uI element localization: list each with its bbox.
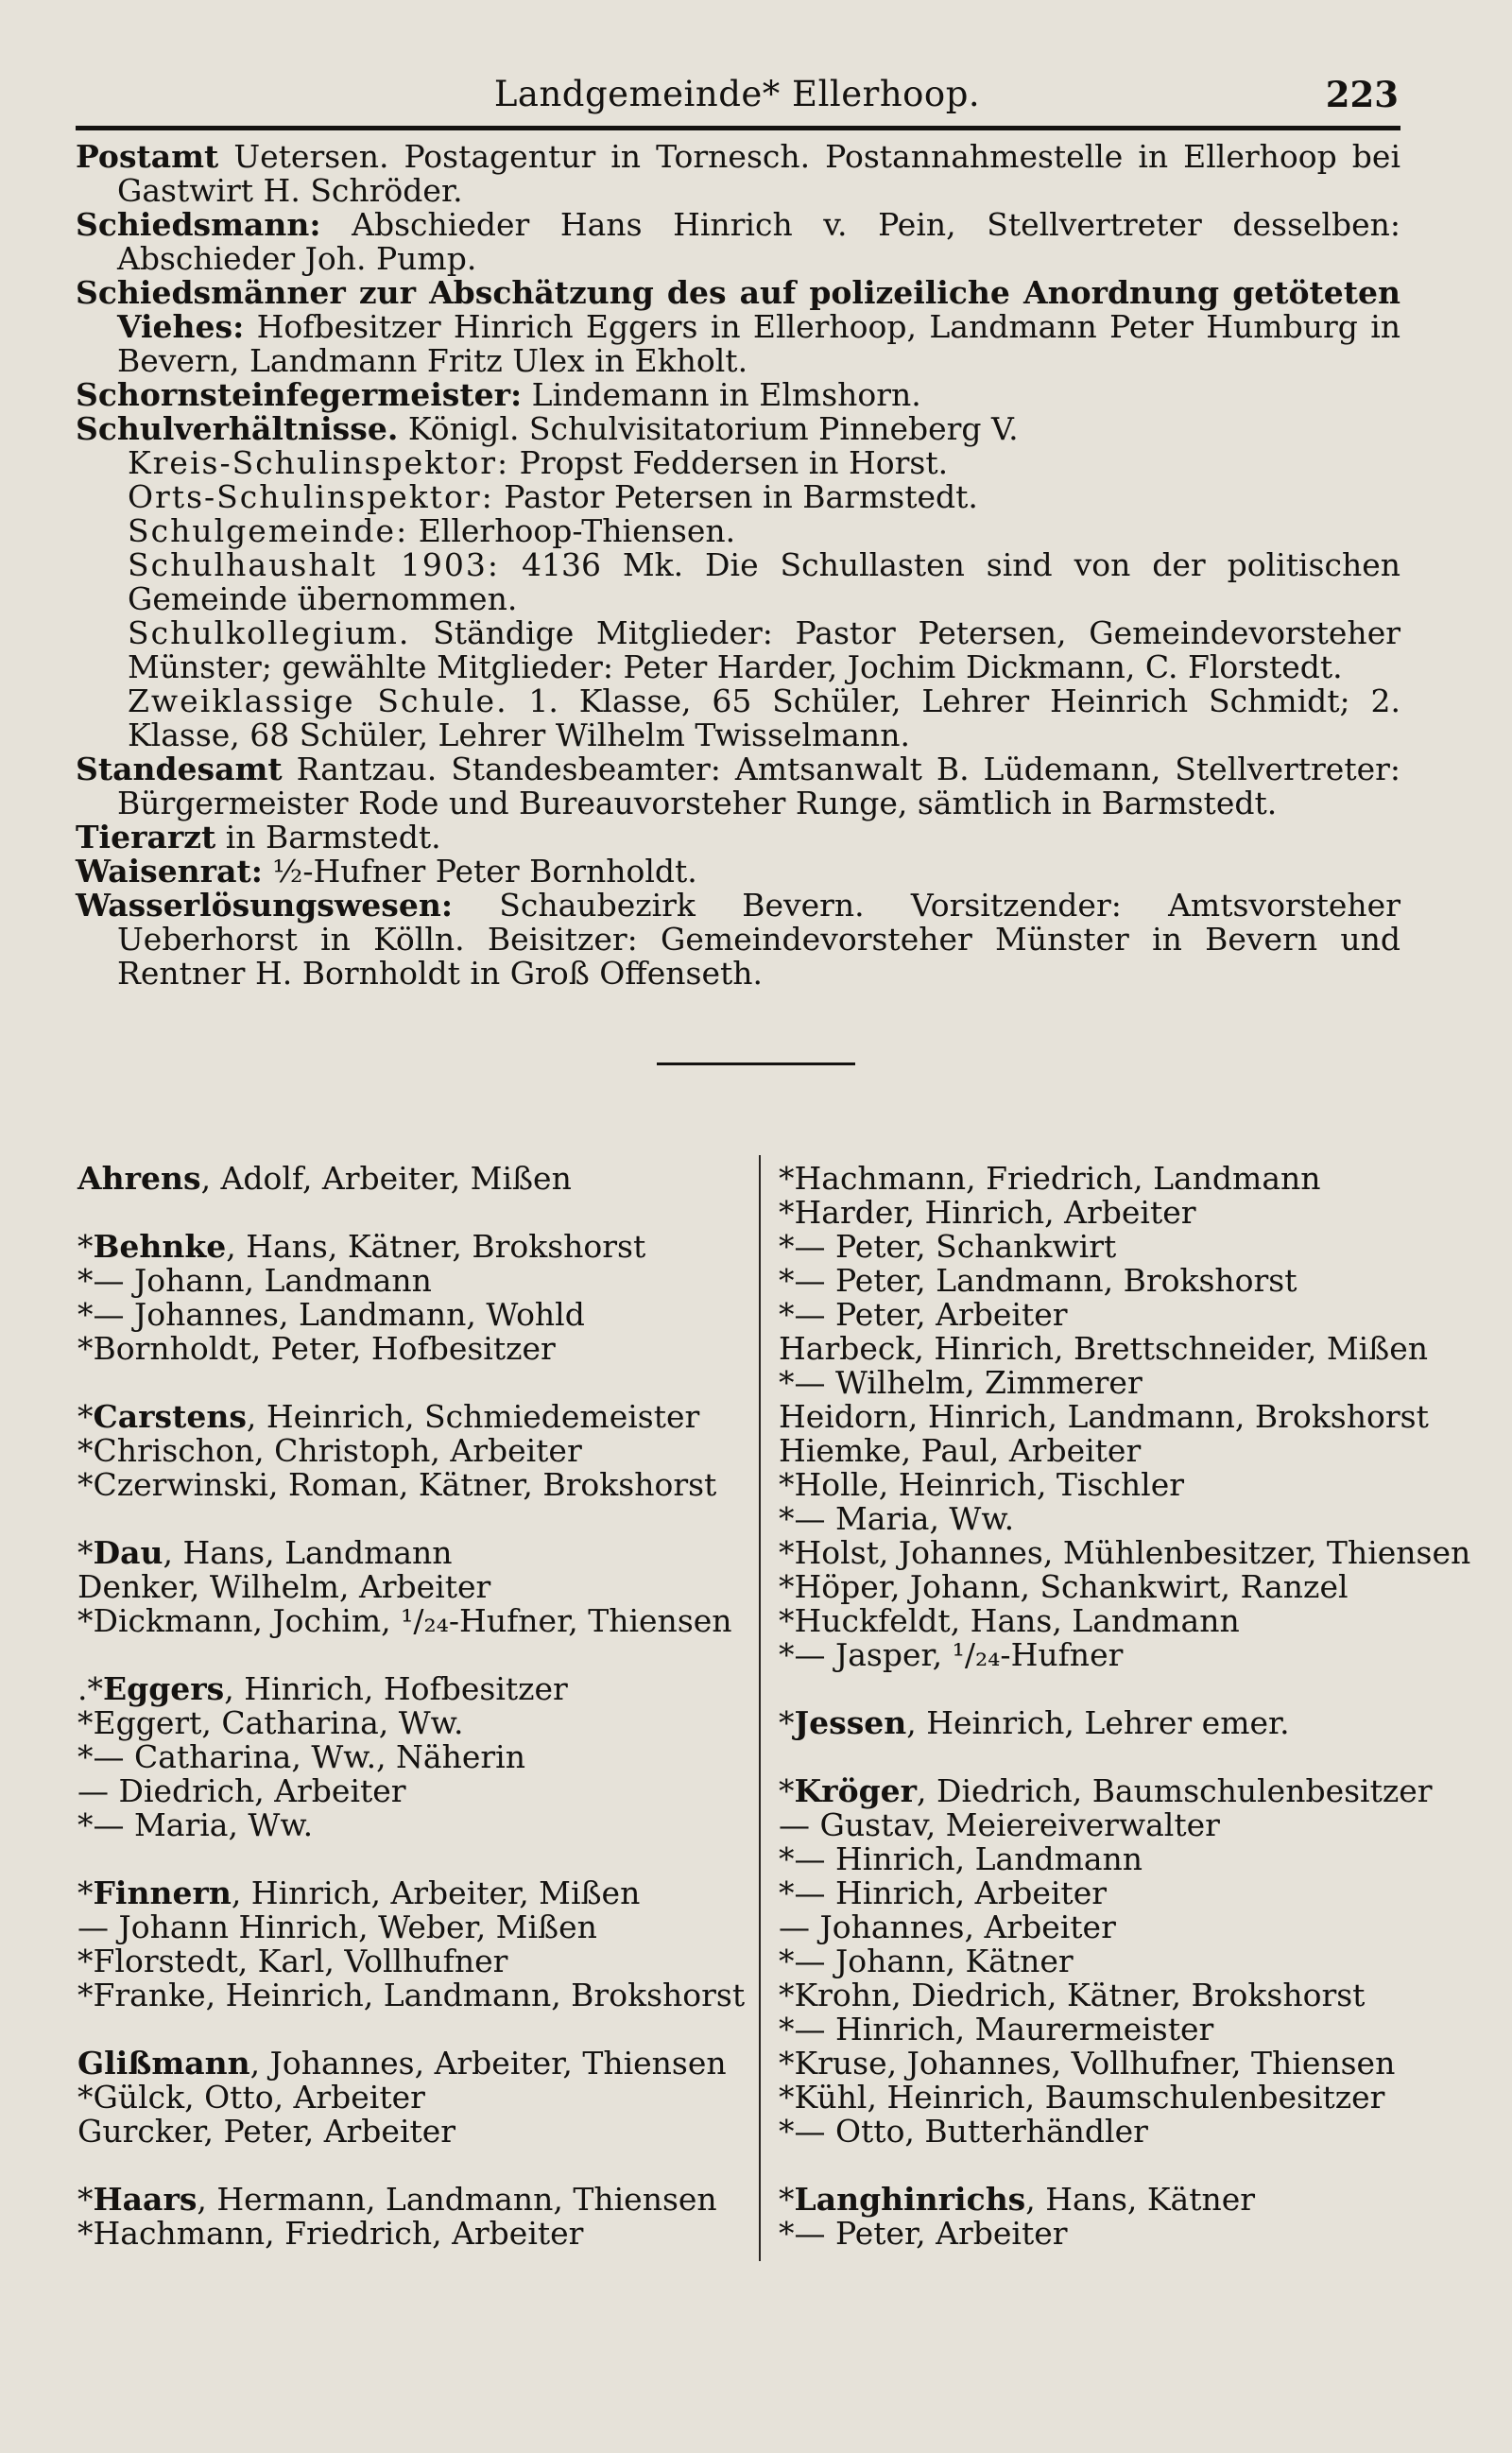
- membership-mark: *: [779, 1364, 795, 1401]
- resident-details: Czerwinski, Roman, Kätner, Brokshorst: [93, 1466, 717, 1503]
- resident-entry: [77, 1332, 739, 1366]
- resident-details: Franke, Heinrich, Landmann, Brokshorst: [93, 1977, 746, 2013]
- resident-details: Hachmann, Friedrich, Arbeiter: [93, 2215, 584, 2252]
- membership-mark: *: [77, 1330, 94, 1367]
- resident-entry: [779, 1604, 1459, 1638]
- resident-details: Huckfeldt, Hans, Landmann: [794, 1602, 1240, 1639]
- resident-details: — Johannes, Arbeiter: [779, 1909, 1116, 1945]
- resident-details: , Diedrich, Baumschulenbesitzer: [917, 1772, 1433, 1809]
- entry-text: Lindemann in Elmshorn.: [522, 376, 921, 413]
- membership-mark: *: [779, 1568, 795, 1605]
- resident-details: Heidorn, Hinrich, Landmann, Brokshorst: [779, 1398, 1429, 1435]
- membership-mark: *: [779, 1636, 795, 1673]
- sub-label: Schulgemeinde:: [128, 512, 409, 549]
- resident-details: Krohn, Diedrich, Kätner, Brokshorst: [794, 1977, 1366, 2013]
- membership-mark: *: [77, 1977, 94, 2013]
- membership-mark: *: [779, 2181, 795, 2218]
- resident-surname-bold: Finnern: [93, 1874, 232, 1911]
- resident-entry: [77, 1434, 739, 1468]
- resident-entry: [779, 2012, 1459, 2047]
- membership-mark: *: [779, 1772, 795, 1809]
- resident-entry: [77, 1162, 739, 1196]
- resident-details: Bornholdt, Peter, Hofbesitzer: [93, 1330, 556, 1367]
- resident-details: — Jasper, ¹/₂₄-Hufner: [794, 1636, 1124, 1673]
- entry-term: Postamt: [76, 138, 219, 175]
- resident-surname-bold: Carstens: [93, 1398, 247, 1435]
- entry-term: Wasserlösungswesen:: [76, 887, 454, 924]
- resident-details: — Wilhelm, Zimmerer: [794, 1364, 1143, 1401]
- resident-details: — Johannes, Landmann, Wohld: [93, 1296, 585, 1333]
- resident-details: Kühl, Heinrich, Baumschulenbesitzer: [794, 2079, 1385, 2116]
- membership-mark: *: [779, 1977, 795, 2013]
- resident-details: — Hinrich, Landmann: [794, 1840, 1143, 1877]
- resident-details: , Hans, Kätner: [1025, 2181, 1256, 2218]
- resident-details: , Johannes, Arbeiter, Thiensen: [249, 2045, 727, 2082]
- membership-mark: *: [779, 1160, 795, 1197]
- residents-column-right: [779, 1160, 1471, 2252]
- resident-details: — Maria, Ww.: [93, 1806, 314, 1843]
- resident-entry: [779, 1366, 1459, 1400]
- resident-details: Höper, Johann, Schankwirt, Ranzel: [794, 1568, 1349, 1605]
- sub-text: Ellerhoop-Thiensen.: [408, 512, 736, 549]
- resident-entry: [779, 2081, 1459, 2115]
- resident-surname-bold: Kröger: [794, 1772, 918, 1809]
- membership-mark: *: [779, 1943, 795, 1979]
- resident-details: , Hinrich, Hofbesitzer: [224, 1670, 568, 1707]
- resident-details: — Gustav, Meiereiverwalter: [779, 1806, 1220, 1843]
- resident-details: — Johann, Kätner: [794, 1943, 1074, 1979]
- resident-entry: [77, 1264, 739, 1298]
- resident-details: Florstedt, Karl, Vollhufner: [93, 1943, 508, 1979]
- resident-entry: [779, 1332, 1459, 1366]
- sub-schulgemeinde: [128, 514, 1400, 548]
- membership-mark: *: [779, 2011, 795, 2047]
- running-head: Landgemeinde* Ellerhoop.: [493, 74, 981, 114]
- membership-mark: *: [779, 1534, 795, 1571]
- resident-entry: [779, 1468, 1459, 1502]
- resident-entry: [77, 1468, 739, 1502]
- resident-details: — Peter, Arbeiter: [794, 1296, 1068, 1333]
- residents-column-left: [77, 1160, 746, 2252]
- column-divider: [759, 1155, 761, 2261]
- membership-mark: *: [77, 1704, 94, 1741]
- resident-entry: [779, 2183, 1459, 2217]
- entry-schiedsmann: [76, 208, 1400, 276]
- resident-details: Eggert, Catharina, Ww.: [93, 1704, 464, 1741]
- resident-entry: [779, 1910, 1459, 1944]
- entry-schulverhaeltnisse: [76, 412, 1400, 446]
- sub-orts-schulinspektor: [128, 480, 1400, 514]
- membership-mark: *: [77, 1398, 94, 1435]
- sub-label: Orts-Schulinspektor:: [128, 478, 494, 515]
- resident-entry: [779, 1162, 1459, 1196]
- entry-text: ½-Hufner Peter Bornholdt.: [262, 853, 697, 890]
- resident-details: , Hermann, Landmann, Thiensen: [197, 2181, 717, 2218]
- membership-mark: *: [77, 1874, 94, 1911]
- resident-entry: [77, 1740, 739, 1774]
- resident-surname-bold: Dau: [93, 1534, 163, 1571]
- resident-details: , Adolf, Arbeiter, Mißen: [200, 1160, 572, 1197]
- resident-entry: [77, 2081, 739, 2115]
- resident-entry: [779, 1230, 1459, 1264]
- resident-entry: [77, 1876, 739, 1910]
- page-number: 223: [1325, 74, 1399, 115]
- sub-text: 4136 Mk. Die Schullasten sind von der politischen Gemeinde übernommen.: [128, 546, 1400, 617]
- membership-mark: *: [779, 1500, 795, 1537]
- entry-text: Königl. Schulvisitatorium Pinneberg V.: [398, 410, 1019, 447]
- section-divider: [657, 1062, 855, 1065]
- resident-details: Hachmann, Friedrich, Landmann: [794, 1160, 1321, 1197]
- membership-mark: .*: [77, 1670, 103, 1707]
- resident-entry: [77, 1400, 739, 1434]
- resident-details: — Peter, Schankwirt: [794, 1228, 1117, 1265]
- page-header: [76, 74, 1399, 123]
- sub-schulhaushalt: [128, 548, 1400, 616]
- resident-surname-bold: Haars: [93, 2181, 198, 2218]
- resident-details: — Otto, Butterhändler: [794, 2113, 1148, 2150]
- membership-mark: *: [77, 2181, 94, 2218]
- membership-mark: *: [77, 1296, 94, 1333]
- entry-waisenrat: [76, 855, 1400, 889]
- resident-entry: [77, 1604, 739, 1638]
- resident-entry: [77, 1808, 739, 1842]
- resident-entry: [779, 1876, 1459, 1910]
- resident-entry: [779, 1808, 1459, 1842]
- membership-mark: *: [779, 2045, 795, 2082]
- resident-surname-bold: Langhinrichs: [794, 2181, 1026, 2218]
- resident-entry: [779, 1434, 1459, 1468]
- resident-surname-bold: Behnke: [93, 1228, 227, 1265]
- resident-details: , Heinrich, Schmiedemeister: [246, 1398, 700, 1435]
- entry-term: Standesamt: [76, 751, 283, 787]
- entry-text: Hofbesitzer Hinrich Eggers in Ellerhoop, Landmann Peter Humburg in Bevern, Landmann Fritz Ulex in Ekholt.: [117, 308, 1400, 379]
- resident-details: Holle, Heinrich, Tischler: [794, 1466, 1185, 1503]
- resident-entry: [77, 1570, 739, 1604]
- membership-mark: *: [779, 1228, 795, 1265]
- entry-text: Rantzau. Standesbeamter: Amtsanwalt B. Lüdemann, Stellvertreter: Bürgermeister Rode und Bureauvorsteher Runge, sämtlich in Barmstedt.: [117, 751, 1400, 821]
- header-rule: [76, 126, 1400, 130]
- resident-details: — Peter, Landmann, Brokshorst: [794, 1262, 1297, 1299]
- resident-entry: [77, 1230, 739, 1264]
- membership-mark: *: [77, 1262, 94, 1299]
- resident-details: — Hinrich, Maurermeister: [794, 2011, 1214, 2047]
- resident-entry: [779, 1978, 1459, 2012]
- resident-details: Harder, Hinrich, Arbeiter: [794, 1194, 1196, 1231]
- membership-mark: *: [77, 1534, 94, 1571]
- entry-text: Uetersen. Postagentur in Tornesch. Postannahmestelle in Ellerhoop bei Gastwirt H. Schröder.: [117, 138, 1400, 209]
- membership-mark: *: [77, 1738, 94, 1775]
- resident-entry: [77, 1910, 739, 1944]
- membership-mark: *: [779, 1466, 795, 1503]
- resident-surname-bold: Glißmann: [77, 2045, 250, 2082]
- membership-mark: *: [779, 1602, 795, 1639]
- resident-entry: [77, 1298, 739, 1332]
- membership-mark: *: [779, 1874, 795, 1911]
- entry-text: Schaubezirk Bevern. Vorsitzender: Amtsvorsteher Ueberhorst in Kölln. Beisitzer: Gemeindevorsteher Münster in Bevern und Rentner H. Bornholdt in Groß Offenseth.: [117, 887, 1400, 992]
- sub-label: Schulkollegium.: [128, 614, 411, 651]
- resident-entry: [779, 1196, 1459, 1230]
- entry-postamt: [76, 140, 1400, 208]
- resident-details: Gurcker, Peter, Arbeiter: [77, 2113, 456, 2150]
- sub-label: Zweiklassige Schule.: [128, 682, 508, 719]
- entry-term: Tierarzt: [76, 819, 216, 855]
- resident-entry: [779, 1570, 1459, 1604]
- membership-mark: *: [779, 1262, 795, 1299]
- membership-mark: *: [77, 1466, 94, 1503]
- resident-entry: [77, 1977, 746, 2013]
- entry-text: in Barmstedt.: [215, 819, 441, 855]
- entry-wasserloesung: [76, 889, 1400, 991]
- sub-text: Ständige Mitglieder: Pastor Petersen, Gemeindevorsteher Münster; gewählte Mitglieder: Peter Harder, Jochim Dickmann, C. Florstedt.: [128, 614, 1400, 685]
- resident-entry: [779, 2047, 1459, 2081]
- resident-details: Chrischon, Christoph, Arbeiter: [93, 1432, 582, 1469]
- sub-label: Kreis-Schulinspektor:: [128, 444, 510, 481]
- resident-details: — Maria, Ww.: [794, 1500, 1015, 1537]
- entry-schornsteinfeger: [76, 378, 1400, 412]
- resident-details: — Johann Hinrich, Weber, Mißen: [77, 1909, 597, 1945]
- resident-details: — Catharina, Ww., Näherin: [93, 1738, 525, 1775]
- resident-surname-bold: Eggers: [103, 1670, 225, 1707]
- membership-mark: *: [779, 1296, 795, 1333]
- resident-details: — Peter, Arbeiter: [794, 2215, 1068, 2252]
- resident-details: — Johann, Landmann: [93, 1262, 432, 1299]
- entry-standesamt: [76, 752, 1400, 821]
- resident-entry: [77, 2047, 739, 2081]
- membership-mark: *: [77, 1602, 94, 1639]
- resident-entry: [779, 1706, 1459, 1740]
- membership-mark: *: [779, 1704, 795, 1741]
- entry-term: Schiedsmann:: [76, 206, 321, 243]
- membership-mark: *: [77, 1432, 94, 1469]
- resident-details: Gülck, Otto, Arbeiter: [93, 2079, 425, 2116]
- sub-label: Schulhaushalt 1903:: [128, 546, 501, 583]
- membership-mark: *: [77, 2215, 94, 2252]
- sub-zweiklassige-schule: [128, 684, 1400, 752]
- membership-mark: *: [779, 2215, 795, 2252]
- resident-details: Holst, Johannes, Mühlenbesitzer, Thiensen: [794, 1534, 1471, 1571]
- resident-entry: [779, 1534, 1471, 1571]
- entry-term: Schiedsmänner zur Abschätzung des auf polizeiliche Anordnung getöteten Viehes:: [76, 274, 1400, 345]
- resident-details: , Hans, Kätner, Brokshorst: [226, 1228, 646, 1265]
- resident-entry: [779, 1638, 1459, 1672]
- membership-mark: *: [779, 1840, 795, 1877]
- resident-entry: [779, 1264, 1459, 1298]
- resident-entry: [779, 1944, 1459, 1978]
- resident-details: Denker, Wilhelm, Arbeiter: [77, 1568, 491, 1605]
- resident-details: — Diedrich, Arbeiter: [77, 1772, 406, 1809]
- sub-text: 1. Klasse, 65 Schüler, Lehrer Heinrich Schmidt; 2. Klasse, 68 Schüler, Lehrer Wilhelm Twisselmann.: [128, 682, 1400, 753]
- resident-entry: [77, 1536, 739, 1570]
- membership-mark: *: [779, 1194, 795, 1231]
- resident-details: Harbeck, Hinrich, Brettschneider, Mißen: [779, 1330, 1429, 1367]
- membership-mark: *: [77, 1943, 94, 1979]
- resident-details: Hiemke, Paul, Arbeiter: [779, 1432, 1142, 1469]
- resident-details: , Heinrich, Lehrer emer.: [906, 1704, 1290, 1741]
- membership-mark: *: [779, 2079, 795, 2116]
- resident-entry: [779, 1502, 1459, 1536]
- resident-entry: [77, 1944, 739, 1978]
- sub-text: Pastor Petersen in Barmstedt.: [493, 478, 978, 515]
- entry-text: Abschieder Hans Hinrich v. Pein, Stellvertreter desselben: Abschieder Joh. Pump.: [117, 206, 1400, 277]
- resident-entry: [779, 1400, 1459, 1434]
- resident-entry: [77, 2217, 739, 2251]
- resident-entry: [779, 2115, 1459, 2149]
- membership-mark: *: [77, 1806, 94, 1843]
- resident-entry: [779, 1842, 1459, 1876]
- resident-entry: [77, 1706, 739, 1740]
- resident-details: Dickmann, Jochim, ¹/₂₄-Hufner, Thiensen: [93, 1602, 732, 1639]
- sub-schulkollegium: [128, 616, 1400, 684]
- sub-kreis-schulinspektor: [128, 446, 1400, 480]
- resident-details: Kruse, Johannes, Vollhufner, Thiensen: [794, 2045, 1396, 2082]
- resident-entry: [779, 1774, 1459, 1808]
- entry-schiedsmaenner: [76, 276, 1400, 378]
- resident-surname-bold: Ahrens: [77, 1160, 201, 1197]
- directory-entries: [76, 140, 1400, 991]
- resident-entry: [779, 1298, 1459, 1332]
- entry-term: Schornsteinfegermeister:: [76, 376, 523, 413]
- resident-entry: [77, 2183, 739, 2217]
- entry-term: Waisenrat:: [76, 853, 263, 890]
- resident-details: , Hinrich, Arbeiter, Mißen: [231, 1874, 641, 1911]
- membership-mark: *: [779, 2113, 795, 2150]
- resident-details: , Hans, Landmann: [163, 1534, 453, 1571]
- entry-tierarzt: [76, 821, 1400, 855]
- resident-entry: [77, 2115, 739, 2149]
- sub-text: Propst Feddersen in Horst.: [509, 444, 949, 481]
- resident-entry: [77, 1774, 739, 1808]
- membership-mark: *: [77, 2079, 94, 2116]
- entry-term: Schulverhältnisse.: [76, 410, 399, 447]
- resident-details: — Hinrich, Arbeiter: [794, 1874, 1107, 1911]
- membership-mark: *: [77, 1228, 94, 1265]
- resident-entry: [779, 2217, 1459, 2251]
- resident-entry: [77, 1672, 739, 1706]
- resident-surname-bold: Jessen: [794, 1704, 907, 1741]
